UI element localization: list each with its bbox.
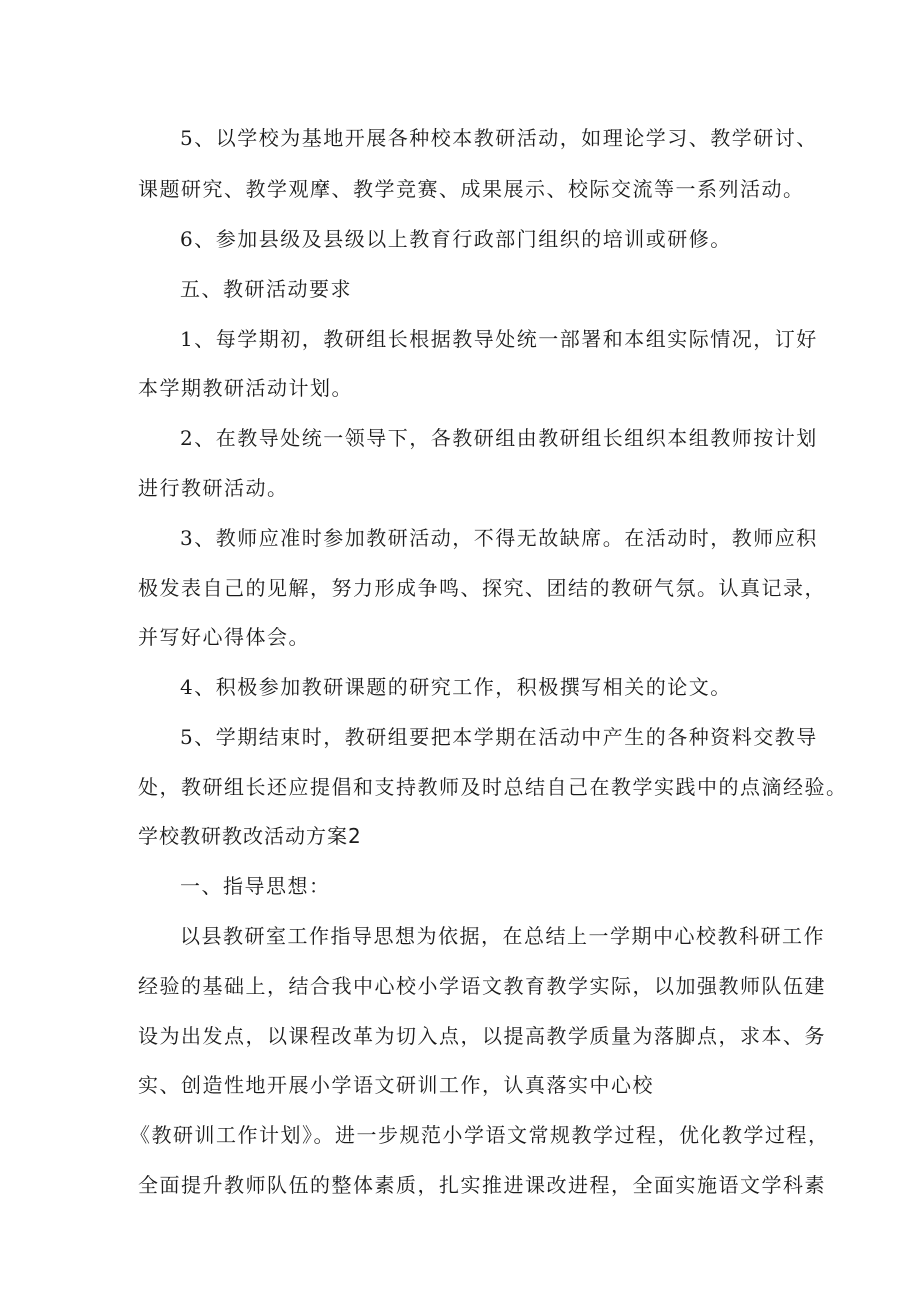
paragraph-line: 《教研训工作计划》。进一步规范小学语文常规教学过程，优化教学过程， [130,1123,830,1147]
paragraph-line: 3、教师应准时参加教研活动，不得无故缺席。在活动时，教师应积 [180,526,818,550]
paragraph-line: 课题研究、教学观摩、教学竞赛、成果展示、校际交流等一系列活动。 [138,177,805,201]
paragraph-line: 全面提升教师队伍的整体素质，扎实推进课改进程，全面实施语文学科素 [138,1173,826,1197]
section-heading: 五、教研活动要求 [180,277,352,301]
paragraph-line: 处，教研组长还应提倡和支持教师及时总结自己在教学实践中的点滴经验。 [138,775,848,799]
section-heading: 一、指导思想： [180,874,331,898]
paragraph-line: 经验的基础上，结合我中心校小学语文教育教学实际，以加强教师队伍建 [138,974,826,998]
paragraph-line: 本学期教研活动计划。 [138,376,353,400]
paragraph-line: 进行教研活动。 [138,476,289,500]
paragraph-line: 1、每学期初，教研组长根据教导处统一部署和本组实际情况，订好 [180,327,818,351]
paragraph-line: 极发表自己的见解，努力形成争鸣、探究、团结的教研气氛。认真记录， [138,576,826,600]
paragraph-line: 设为出发点，以课程改革为切入点，以提高教学质量为落脚点，求本、务 [138,1024,826,1048]
paragraph-line: 并写好心得体会。 [138,625,310,649]
paragraph-line: 以县教研室工作指导思想为依据，在总结上一学期中心校教科研工作 [180,924,825,948]
paragraph-line: 6、参加县级及县级以上教育行政部门组织的培训或研修。 [180,227,732,251]
document-title: 学校教研教改活动方案2 [138,824,362,848]
paragraph-line: 实、创造性地开展小学语文研训工作，认真落实中心校 [138,1073,654,1097]
paragraph-line: 4、积极参加教研课题的研究工作，积极撰写相关的论文。 [180,675,732,699]
paragraph-line: 5、学期结束时，教研组要把本学期在活动中产生的各种资料交教导 [180,725,818,749]
paragraph-line: 2、在教导处统一领导下，各教研组由教研组长组织本组教师按计划 [180,426,818,450]
paragraph-line: 5、以学校为基地开展各种校本教研活动，如理论学习、教学研讨、 [180,126,818,150]
